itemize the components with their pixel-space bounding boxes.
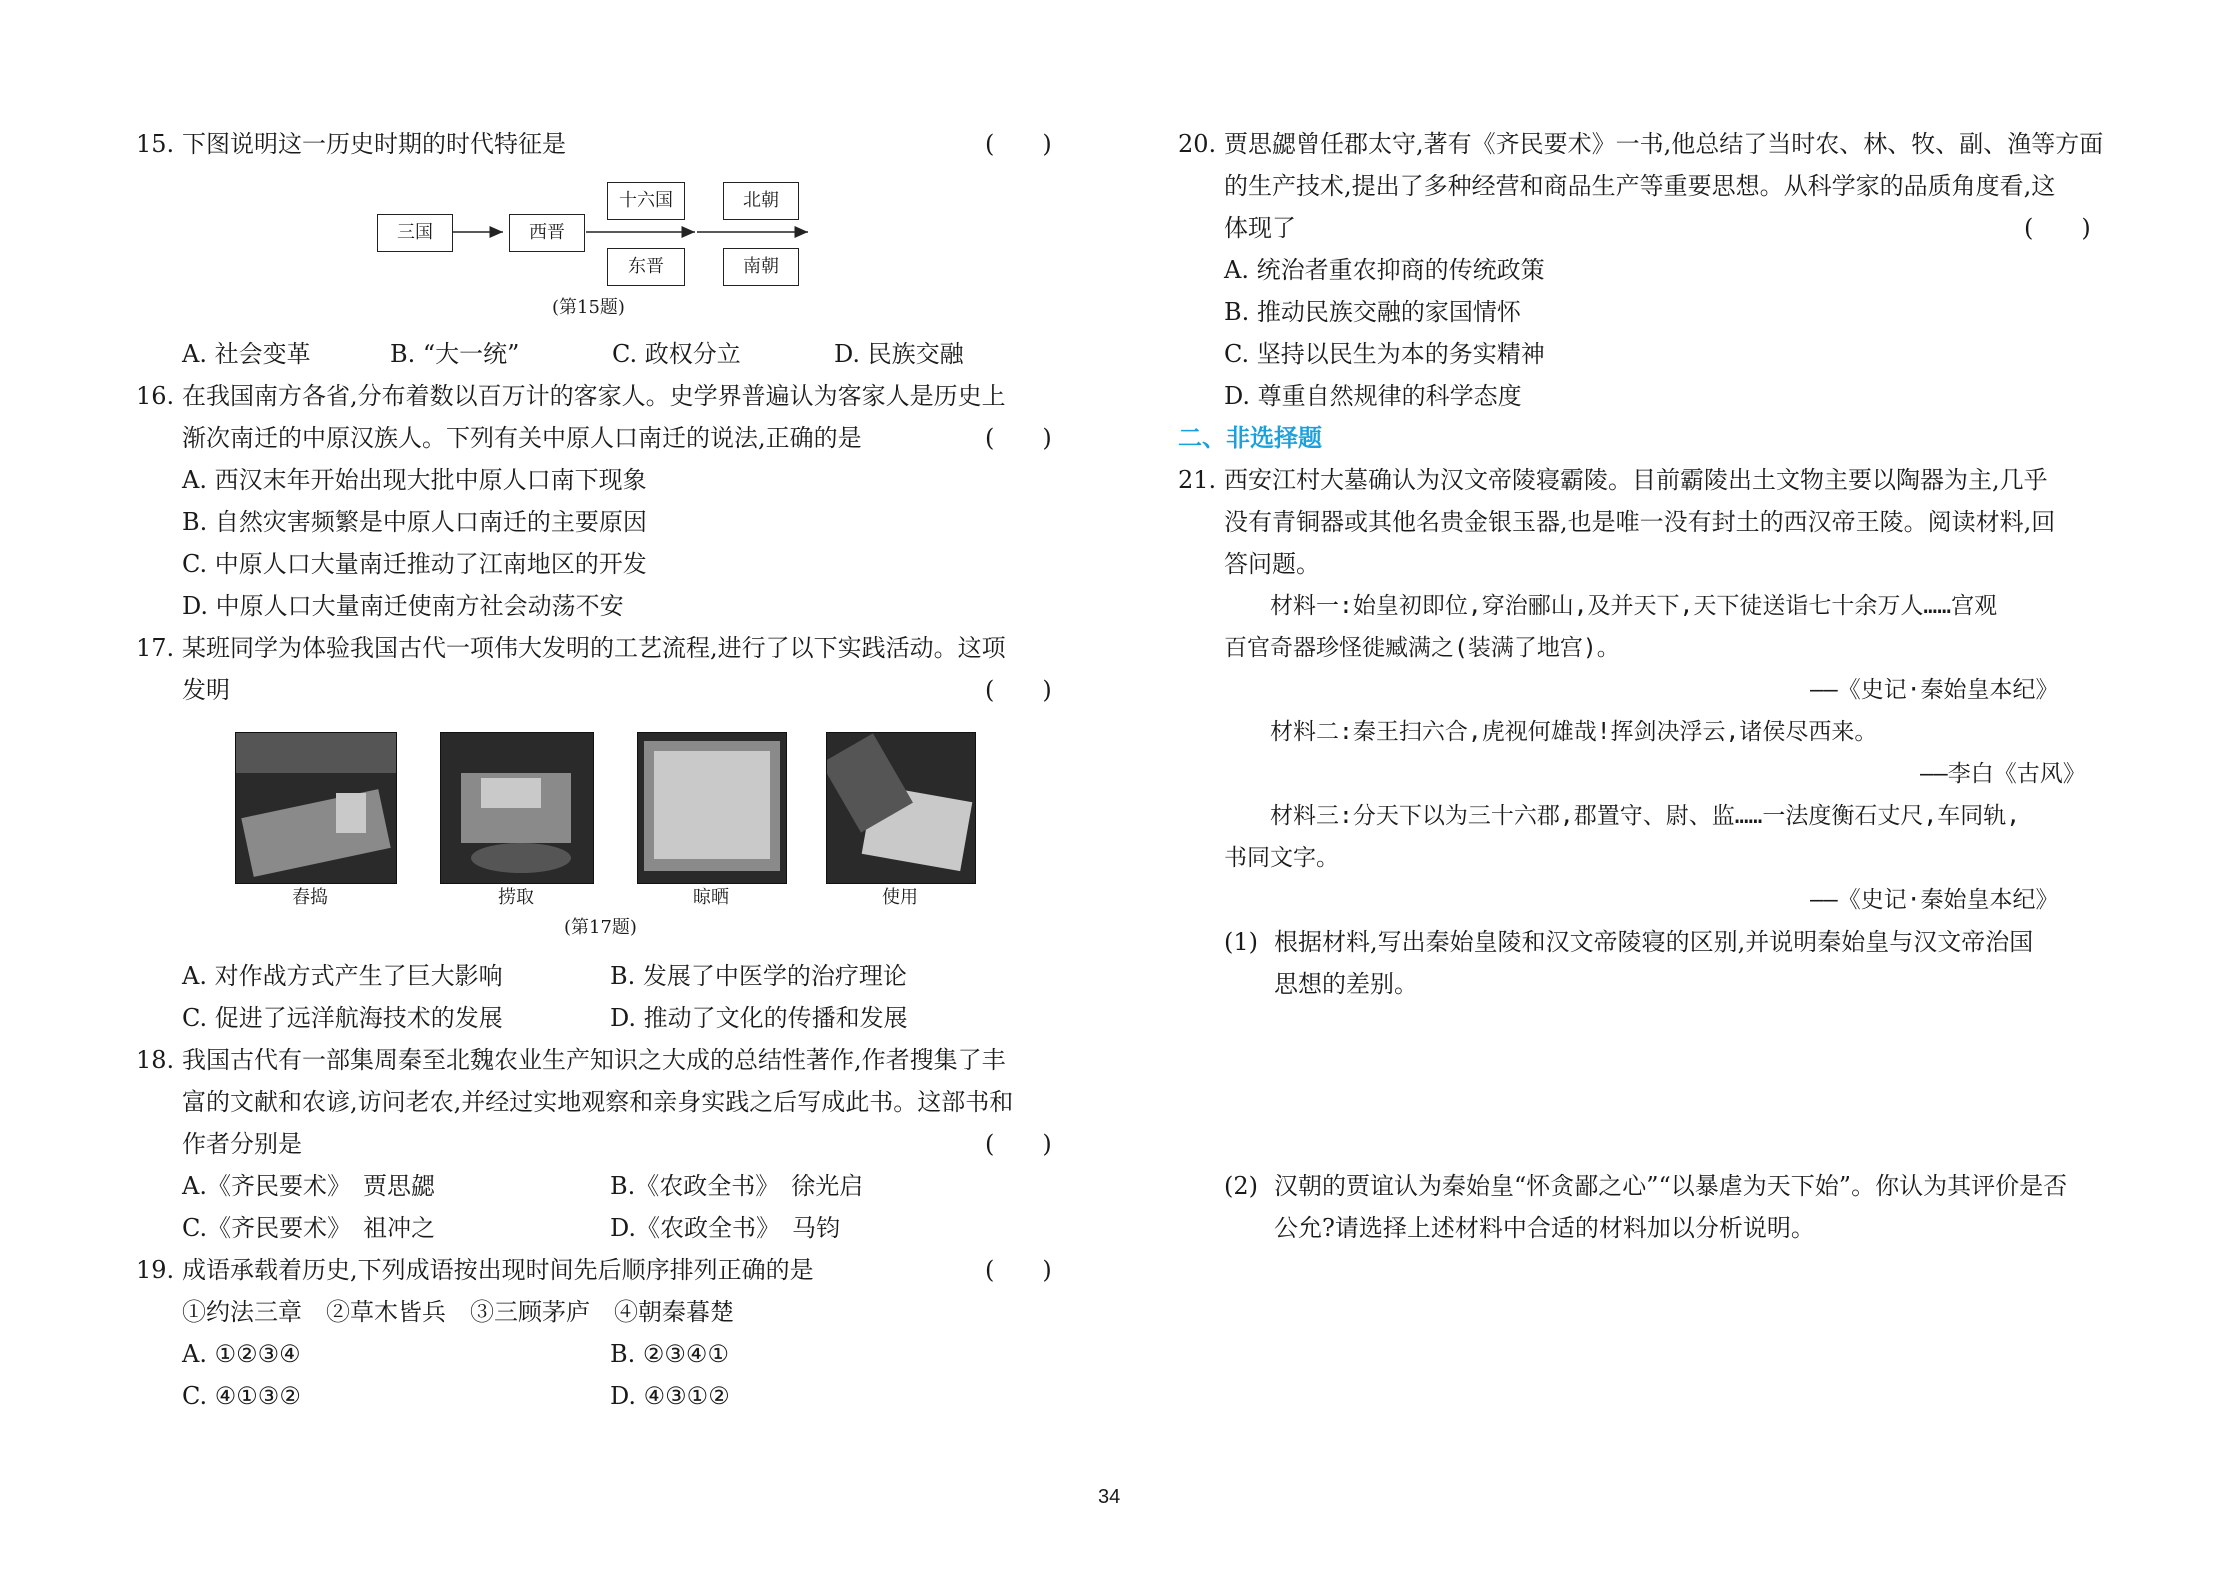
question-stem-line: 西安江村大墓确认为汉文帝陵寝霸陵。目前霸陵出土文物主要以陶器为主,几乎 (1224, 466, 2048, 494)
subquestion-1-label: (1) (1224, 928, 1258, 956)
option-a[interactable]: A.《齐民要术》 贾思勰 (182, 1172, 435, 1200)
figure-caption: (第15题) (552, 297, 625, 318)
page-number: 34 (1098, 1486, 1121, 1508)
question-stem-line: 答问题。 (1224, 550, 1320, 578)
answer-parentheses[interactable]: ( ) (985, 676, 1052, 704)
photo-drying (637, 732, 787, 884)
material-1-line: 材料一:始皇初即位,穿治郦山,及并天下,天下徒送诣七十余万人……宫观 (1270, 593, 1998, 619)
question-number: 15. (136, 130, 175, 158)
option-a[interactable]: A. ①②③④ (182, 1340, 301, 1368)
option-d[interactable]: D. 推动了文化的传播和发展 (610, 1004, 908, 1032)
option-b[interactable]: B. ②③④① (610, 1340, 729, 1368)
option-b[interactable]: B.《农政全书》 徐光启 (610, 1172, 864, 1200)
question-stem-line: 我国古代有一部集周秦至北魏农业生产知识之大成的总结性著作,作者搜集了丰 (182, 1046, 1006, 1074)
question-stem-line: 没有青铜器或其他名贵金银玉器,也是唯一没有封土的西汉帝王陵。阅读材料,回 (1224, 508, 2056, 536)
section-heading: 二、非选择题 (1178, 424, 1322, 452)
material-3-source: ——《史记·秦始皇本纪》 (1810, 887, 2059, 913)
subquestion-2-line: 公允?请选择上述材料中合适的材料加以分析说明。 (1274, 1214, 1815, 1242)
material-1-source: ——《史记·秦始皇本纪》 (1810, 677, 2059, 703)
question-stem-line: 发明 (182, 676, 230, 704)
photo-label: 捞取 (498, 887, 534, 908)
question-stem-line: 的生产技术,提出了多种经营和商品生产等重要思想。从科学家的品质角度看,这 (1224, 172, 2056, 200)
material-2-line: 材料二:秦王扫六合,虎视何雄哉!挥剑决浮云,诸侯尽西来。 (1270, 719, 1878, 745)
question-number: 17. (136, 634, 175, 662)
photo-pounding (235, 732, 397, 884)
question-stem: 下图说明这一历史时期的时代特征是 (182, 130, 566, 158)
photo-label: 晾晒 (693, 887, 729, 908)
question-stem-line: 体现了 (1224, 214, 1296, 242)
question-stem-line: 渐次南迁的中原汉族人。下列有关中原人口南迁的说法,正确的是 (182, 424, 862, 452)
question-number: 19. (136, 1256, 175, 1284)
material-3-line: 材料三:分天下以为三十六郡,郡置守、尉、监……一法度衡石丈尺,车同轨, (1270, 803, 2021, 829)
option-d[interactable]: D.《农政全书》 马钧 (610, 1214, 841, 1242)
question-stem-line: 贾思勰曾任郡太守,著有《齐民要术》一书,他总结了当时农、林、牧、副、渔等方面 (1224, 130, 2104, 158)
option-c[interactable]: C. 中原人口大量南迁推动了江南地区的开发 (182, 550, 647, 578)
subquestion-1-line: 思想的差别。 (1274, 970, 1418, 998)
option-b[interactable]: B. 自然灾害频繁是中原人口南迁的主要原因 (182, 508, 647, 536)
option-a[interactable]: A. 西汉末年开始出现大批中原人口南下现象 (182, 466, 647, 494)
box-dongjin: 东晋 (607, 248, 685, 286)
option-c[interactable]: C. 政权分立 (612, 340, 741, 368)
question-number: 18. (136, 1046, 175, 1074)
option-a[interactable]: A. 统治者重农抑商的传统政策 (1224, 256, 1545, 284)
box-beichao: 北朝 (723, 182, 799, 220)
question-number: 21. (1178, 466, 1217, 494)
box-sanguo: 三国 (377, 214, 453, 252)
idiom-list: ①约法三章 ②草木皆兵 ③三顾茅庐 ④朝秦暮楚 (182, 1298, 734, 1326)
question-number: 16. (136, 382, 175, 410)
option-b[interactable]: B. “大一统” (390, 340, 520, 368)
box-xijin: 西晋 (509, 214, 585, 252)
answer-area-2[interactable] (1224, 1250, 2104, 1470)
photo-label: 舂捣 (292, 887, 328, 908)
question-stem: 成语承载着历史,下列成语按出现时间先后顺序排列正确的是 (182, 1256, 814, 1284)
option-b[interactable]: B. 推动民族交融的家国情怀 (1224, 298, 1521, 326)
question-stem-line: 在我国南方各省,分布着数以百万计的客家人。史学界普遍认为客家人是历史上 (182, 382, 1006, 410)
answer-parentheses[interactable]: ( ) (985, 1130, 1052, 1158)
option-d[interactable]: D. 民族交融 (834, 340, 964, 368)
answer-parentheses[interactable]: ( ) (985, 130, 1052, 158)
option-d[interactable]: D. 中原人口大量南迁使南方社会动荡不安 (182, 592, 624, 620)
box-nanchao: 南朝 (723, 248, 799, 286)
photo-using (826, 732, 976, 884)
subquestion-1-line: 根据材料,写出秦始皇陵和汉文帝陵寝的区别,并说明秦始皇与汉文帝治国 (1274, 928, 2034, 956)
option-a[interactable]: A. 对作战方式产生了巨大影响 (182, 962, 503, 990)
answer-parentheses[interactable]: ( ) (985, 1256, 1052, 1284)
photo-label: 使用 (882, 887, 918, 908)
subquestion-2-line: 汉朝的贾谊认为秦始皇“怀贪鄙之心”“以暴虐为天下始”。你认为其评价是否 (1274, 1172, 2068, 1200)
box-shiliuguo: 十六国 (607, 182, 685, 220)
answer-area-1[interactable] (1224, 1005, 2104, 1165)
subquestion-2-label: (2) (1224, 1172, 1258, 1200)
option-a[interactable]: A. 社会变革 (182, 340, 311, 368)
option-d[interactable]: D. 尊重自然规律的科学态度 (1224, 382, 1522, 410)
question-stem-line: 作者分别是 (182, 1130, 302, 1158)
material-3-line: 书同文字。 (1224, 845, 1339, 871)
figure-caption: (第17题) (564, 917, 637, 938)
option-c[interactable]: C. ④①③② (182, 1382, 301, 1410)
question-number: 20. (1178, 130, 1217, 158)
option-b[interactable]: B. 发展了中医学的治疗理论 (610, 962, 907, 990)
option-c[interactable]: C. 促进了远洋航海技术的发展 (182, 1004, 503, 1032)
answer-parentheses[interactable]: ( ) (2024, 214, 2091, 242)
material-2-source: ——李白《古风》 (1920, 761, 2086, 787)
answer-parentheses[interactable]: ( ) (985, 424, 1052, 452)
photo-scooping (440, 732, 594, 884)
question-stem-line: 富的文献和农谚,访问老农,并经过实地观察和亲身实践之后写成此书。这部书和 (182, 1088, 1014, 1116)
material-1-line: 百官奇器珍怪徙臧满之(装满了地宫)。 (1224, 635, 1620, 661)
question-stem-line: 某班同学为体验我国古代一项伟大发明的工艺流程,进行了以下实践活动。这项 (182, 634, 1006, 662)
option-d[interactable]: D. ④③①② (610, 1382, 730, 1410)
option-c[interactable]: C.《齐民要术》 祖冲之 (182, 1214, 436, 1242)
option-c[interactable]: C. 坚持以民生为本的务实精神 (1224, 340, 1545, 368)
